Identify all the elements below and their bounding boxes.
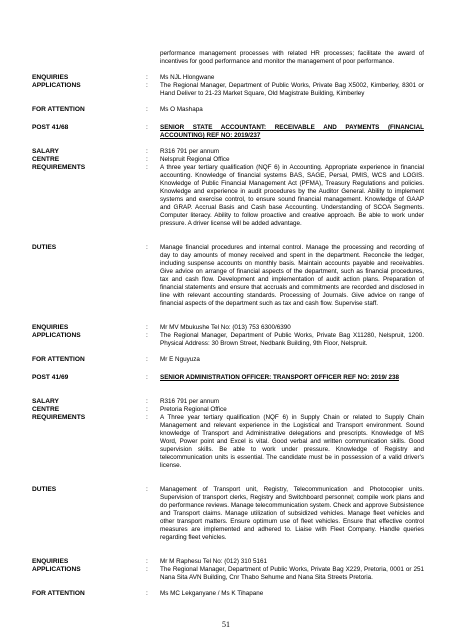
- colon: :: [146, 374, 148, 381]
- duties-value: Management of Transport unit, Registry, Telecommunication and Photocopier units. Supervision of transport clerks, Registry and Switchboard personnel; compile work plans and do performance reviews. Manage telecommunication system. Check and approve Subsistence and Transport claims. Manage utilization of subsidized vehicles. Manage fleet vehicles and other transport matters. Ensure optimum use of fleet vehicles. Ensure that effective control measures are implemented and adhered to. Liaise with Fleet Company. Handle queries regarding fleet vehicles.: [160, 486, 424, 541]
- salary-label: SALARY: [32, 398, 59, 405]
- attention-label: FOR ATTENTION: [32, 106, 85, 113]
- centre-value: Pretoria Regional Office: [160, 406, 227, 413]
- post-title: SENIOR ADMINISTRATION OFFICER: TRANSPORT OFFICER REF NO: 2019/ 238: [160, 374, 399, 381]
- colon: :: [146, 82, 148, 89]
- post-number: POST 41/68: [32, 124, 69, 131]
- requirements-label: REQUIREMENTS: [32, 414, 86, 421]
- requirements-label: REQUIREMENTS: [32, 164, 86, 171]
- requirements-value: A Three year tertiary qualification (NQF 6) in Supply Chain or related to Supply Chain Management and relevant experience in the Logistical and Transport environment. Sound knowledge of Transport and Administrative delegations and prescripts. Knowledge of MS Word, Power point and Excel is vital. Good verbal and written communication skills. Good supervision skills. Be able to work under pressure. Knowledge of Registry and telecommunication units is essential. The candidate must be in possession of a valid driver's license.: [160, 414, 424, 469]
- enquiries-label: ENQUIRIES: [32, 74, 69, 81]
- enquiries-value: Mr M Raphesu Tel No: (012) 310 5161: [160, 558, 267, 565]
- colon: :: [146, 566, 148, 573]
- colon: :: [146, 398, 148, 405]
- enquiries-value: Mr MV Mbukushe Tel No: (013) 753 6300/6390: [160, 324, 291, 331]
- colon: :: [146, 332, 148, 339]
- colon: :: [146, 74, 148, 81]
- enquiries-label: ENQUIRIES: [32, 324, 69, 331]
- centre-label: CENTRE: [32, 156, 60, 163]
- attention-value: Ms O Mashapa: [160, 106, 203, 113]
- centre-label: CENTRE: [32, 406, 60, 413]
- colon: :: [146, 244, 148, 251]
- applications-label: APPLICATIONS: [32, 566, 81, 573]
- colon: :: [146, 164, 148, 171]
- page-number: 51: [222, 620, 230, 629]
- duties-label: DUTIES: [32, 244, 57, 251]
- colon: :: [146, 558, 148, 565]
- requirements-value: A three year tertiary qualification (NQF 6) in Accounting. Appropriate experience in financial accounting. Knowledge of financial systems BAS, SAGE, Persal, PMIS, WCS and LOGIS. Knowledge of Public Financial Management Act (PFMA), Treasury Regulations and policies. Knowledge and experience in audit procedures by the Auditor General. Ability to implement systems and exercise control, to ensure sound financial management. Knowledge of GAAP and GRAP. Accrual Basis and Cash base Accounting. Understanding of SCOA Segments. Computer literacy. Ability to follow proactive and creative approach. Be able to work under pressure. A driver license will be added advantage.: [160, 164, 424, 227]
- duties-label: DUTIES: [32, 486, 57, 493]
- applications-value: The Regional Manager, Department of Public Works, Private Bag X229, Pretoria, 0001 or 251 Nana Sita AVN Building, Cnr Thabo Sehume and Nana Sita Streets Pretoria.: [160, 566, 424, 581]
- enquiries-value: Ms NJL Hlongwane: [160, 74, 215, 81]
- colon: :: [146, 148, 148, 155]
- colon: :: [146, 324, 148, 331]
- attention-label: FOR ATTENTION: [32, 590, 85, 597]
- colon: :: [146, 406, 148, 413]
- post-number: POST 41/69: [32, 374, 69, 381]
- post-title: SENIOR STATE ACCOUNTANT: RECEIVABLE AND PAYMENTS (FINANCIAL ACCOUNTING) REF NO: 2019/237: [160, 124, 424, 139]
- attention-value: Ms MC Lekganyane / Ms K Tihapane: [160, 590, 264, 597]
- attention-value: Mr E Nguyuza: [160, 356, 200, 363]
- salary-label: SALARY: [32, 148, 59, 155]
- salary-value: R316 791 per annum: [160, 148, 220, 155]
- duties-value: Manage financial procedures and internal control. Manage the processing and recording of day to day amounts of money received and spent in the department. Reconcile the ledger, including suspense accounts on monthly basis. Maintain accounts payable and receivables. Give advice on arrange of financial aspects of the department, such as financial procedures, tax and cash flow. Development and implementation of audit action plans. Preparation of financial statements and ensure that accruals and commitments are recorded and disclosed in line with relevant accounting standards. Processing of Journals. Give advice on range of financial aspects of the department such as tax and cash flow. Supervise staff.: [160, 244, 424, 307]
- colon: :: [146, 414, 148, 421]
- salary-value: R316 791 per annum: [160, 398, 220, 405]
- colon: :: [146, 156, 148, 163]
- applications-value: The Regional Manager, Department of Public Works, Private Bag X11280, Nelspruit, 1200. Physical Address: 30 Brown Street, Nedbank Building, 9th Floor, Nelspruit.: [160, 332, 424, 347]
- attention-label: FOR ATTENTION: [32, 356, 85, 363]
- enquiries-label: ENQUIRIES: [32, 558, 69, 565]
- applications-label: APPLICATIONS: [32, 82, 81, 89]
- applications-label: APPLICATIONS: [32, 332, 81, 339]
- colon: :: [146, 106, 148, 113]
- intro-text: performance management processes with related HR processes; facilitate the award of incentives for good performance and monitor the management of poor performance.: [160, 50, 424, 65]
- centre-value: Nelspruit Regional Office: [160, 156, 230, 163]
- colon: :: [146, 124, 148, 131]
- colon: :: [146, 486, 148, 493]
- applications-value: The Regional Manager, Department of Public Works, Private Bag X5002, Kimberley, 8301 or Hand Deliver to 21-23 Market Square, Old Magistrate Building, Kimberley: [160, 82, 424, 97]
- colon: :: [146, 356, 148, 363]
- colon: :: [146, 590, 148, 597]
